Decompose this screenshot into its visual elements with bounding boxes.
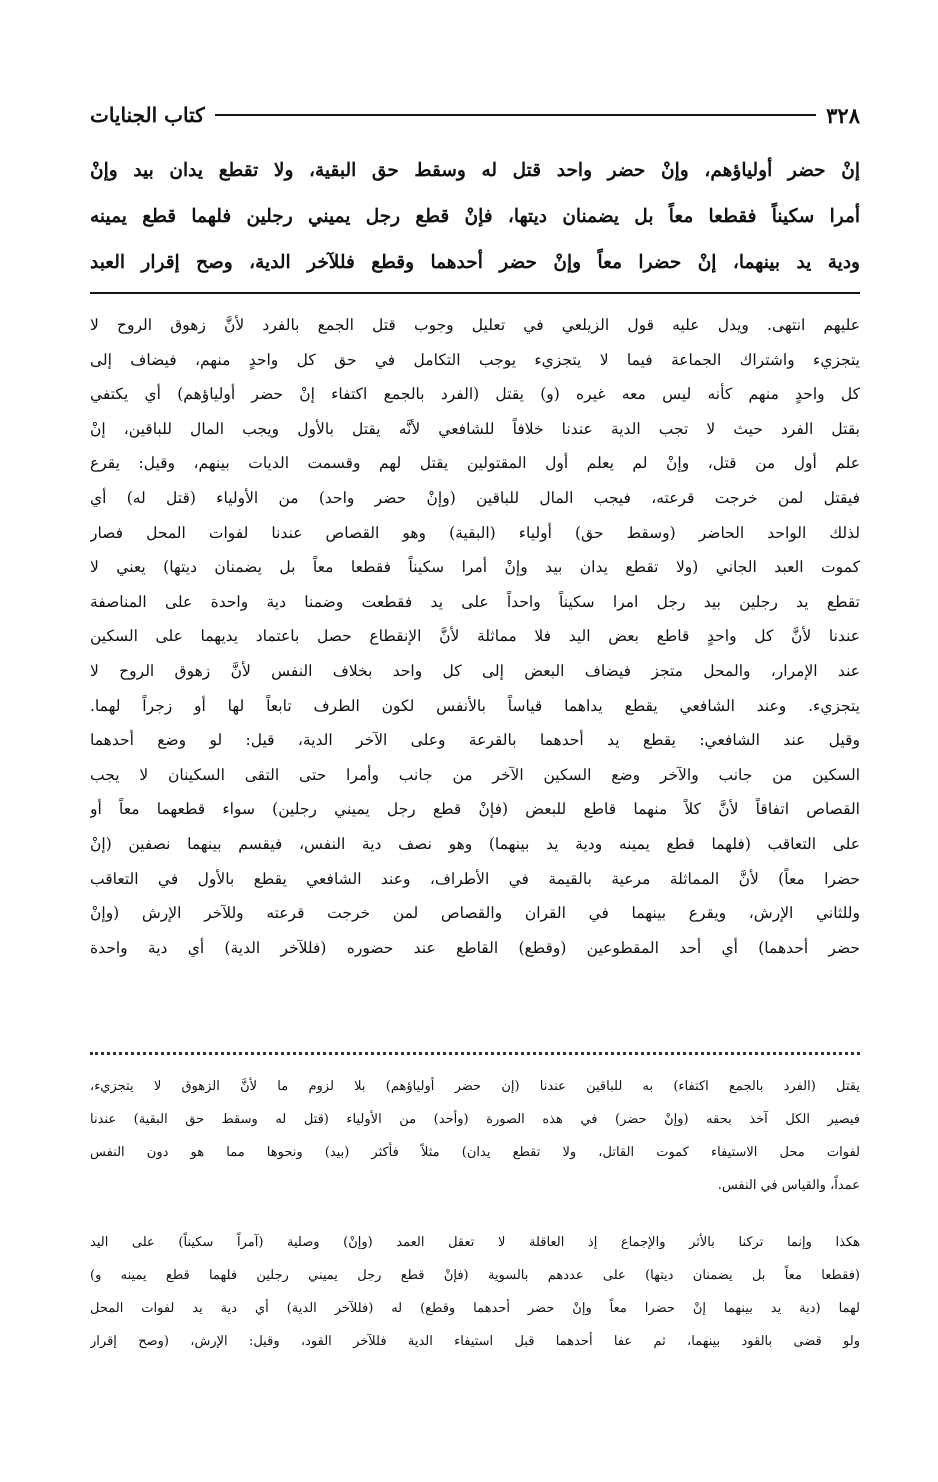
footnote-line: ولو قضى بالقود بينهما، ثم عفا أحدهما قبل استيفاء الدية فللآخر القود، وقيل: الإرش، (وصح إقرار — [90, 1334, 860, 1349]
footnote-line: لهما (دية يد بينهما إنْ حضرا معاً وإنْ حضر أحدهما وقطع) له (فللآخر الدية) أي دية يد لفوات المحل — [90, 1301, 860, 1316]
commentary-line: تقطع يد رجلين بيد رجل امرا سكيناً واحداً على يد فقطعت وضمنا دية واحدة على المناصفة — [90, 592, 860, 611]
commentary-line: يتجزيء. وعند الشافعي يقطع يداهما قياساً بالأنفس لكون الطرف تابعاً لها أو زجراً لهما. — [90, 696, 860, 715]
commentary-line: لذلك الواحد الحاضر (وسقط حق) أولياء (البقية) وهو القصاص عندنا لفوات المحل فصار — [90, 523, 860, 542]
commentary-text — [90, 308, 860, 965]
footnote-block-1 — [90, 1070, 860, 1202]
commentary-line: عند الإمرار، والمحل متجز فيضاف البعض إلى كل واحد بخلاف النفس لأنَّ زهوق الروح لا — [90, 661, 860, 680]
footnote-line: يقتل (الفرد بالجمع اكتفاء) به للباقين عندنا (إن حضر أولياؤهم) بلا لزوم ما لأنَّ الزهوق لا يتجزيء، — [90, 1079, 860, 1094]
commentary-line: حضر أحدهما) أي أحد المقطوعين (وقطع) القاطع عند حضوره (فللآخر الدية) أي دية واحدة — [90, 938, 860, 957]
footnote-line: لفوات محل الاستيفاء كموت القاتل، ولا تقطع يدان) مثلاً فأكثر (بيد) ونحوها مما هو دون النفس — [90, 1145, 860, 1160]
footnote-line: (فقطعا معاً بل يضمنان ديتها) على عددهم بالسوية (فإنْ قطع رجل يميني رجلين فلهما قطع يمينه و) — [90, 1268, 860, 1283]
commentary-line: القصاص اتفاقاً لأنَّ كلاً منهما قاطع للبعض (فإنْ قطع رجل يميني رجلين) سواء قطعهما معاً أو — [90, 800, 860, 819]
footnote-separator — [90, 1052, 860, 1069]
page-number: ٣٢٨ — [826, 102, 860, 128]
main-commentary-separator — [90, 292, 860, 294]
page-header — [90, 98, 860, 132]
commentary-line: عليهم انتهى. ويدل عليه قول الزيلعي في تعليل وجوب قتل الجمع بالفرد لأنَّ زهوق الروح لا — [90, 316, 860, 334]
main-text — [90, 148, 860, 286]
commentary-line: بقتل الفرد حيث لا تجب الدية عندنا خلافاً للشافعي لأنَّه يقتل بالأول ويجب المال للباقين، إنْ — [90, 419, 860, 438]
chapter-title: كتاب الجنايات — [90, 103, 205, 127]
commentary-line: على التعاقب (فلهما قطع يمينه ودية يد بينهما) وهو نصف دية النفس، فيقسم بينهما نصفين (إنْ — [90, 834, 860, 853]
footnote-line: عمداً، والقياس في النفس. — [717, 1178, 860, 1193]
main-text-line: إنْ حضر أولياؤهم، وإنْ حضر واحد قتل له وسقط حق البقية، ولا تقطع يدان بيد وإنْ — [90, 160, 860, 181]
footnote-line: هكذا وإنما تركنا بالأثر والإجماع إذ العاقلة لا تعقل العمد (وإنْ) وصلية (آمراً سكيناً) على اليد — [90, 1235, 860, 1250]
commentary-line: فيقتل لمن خرجت قرعته، فيجب المال للباقين (وإنْ حضر واحد) من الأولياء (قتل له) أي — [90, 488, 860, 507]
commentary-line: علم أول من قتل، وإنْ لم يعلم أول المقتولين يقتل لهم وقسمت الديات بينهم، وقيل: يقرع — [90, 454, 860, 473]
commentary-line: يتجزيء واشتراك الجماعة فيما لا يتجزيء يوجب التكامل في حق كل واحدٍ منهم، فيضاف إلى — [90, 350, 860, 369]
commentary-line: وللثاني الإرش، ويقرع بينهما في القران والقصاص لمن خرجت قرعته وللآخر الإرش (وإنْ — [90, 904, 860, 923]
header-rule — [215, 114, 817, 116]
commentary-line: كل واحدٍ منهم كأنه ليس معه غيره (و) يقتل (الفرد بالجمع اكتفاء إنْ حضر أولياؤهم) أي يكتفي — [90, 385, 860, 404]
commentary-line: حضرا معاً) لأنَّ المماثلة مرعية بالقيمة في الأطراف، وعند الشافعي يقطع بالأول في التعاقب — [90, 869, 860, 888]
commentary-line: كموت العبد الجاني (ولا تقطع يدان بيد وإنْ أمرا سكيناً فقطعا معاً بل يضمنان ديتها) يعني لا — [90, 558, 860, 577]
commentary-line: عندنا لأنَّ كل واحدٍ قاطع بعض اليد فلا مماثلة لأنَّ الإنقطاع حصل باعتماد يديهما على السكين — [90, 627, 860, 646]
footnote-line: فيصير الكل آخذ بحقه (وإنْ حضر) في هذه الصورة (وأحد) من الأولياء (قتل له وسقط حق البقية) عندنا — [90, 1112, 860, 1127]
commentary-line: وقيل عند الشافعي: يقطع يد أحدهما بالقرعة وعلى الآخر الدية، قيل: لو وضع أحدهما — [90, 731, 860, 750]
main-text-line: أمرا سكيناً فقطعا معاً بل يضمنان ديتها، فإنْ قطع رجل يميني رجلين فلهما قطع يمينه — [90, 206, 860, 227]
commentary-line: السكين من جانب والآخر وضع السكين الآخر من جانب وأمرا حتى التقى السكينان لا يجب — [90, 765, 860, 784]
footnote-block-2 — [90, 1226, 860, 1358]
main-text-line: ودية يد بينهما، إنْ حضرا معاً وإنْ حضر أحدهما وقطع فللآخر الدية، وصح إقرار العبد — [90, 252, 860, 273]
